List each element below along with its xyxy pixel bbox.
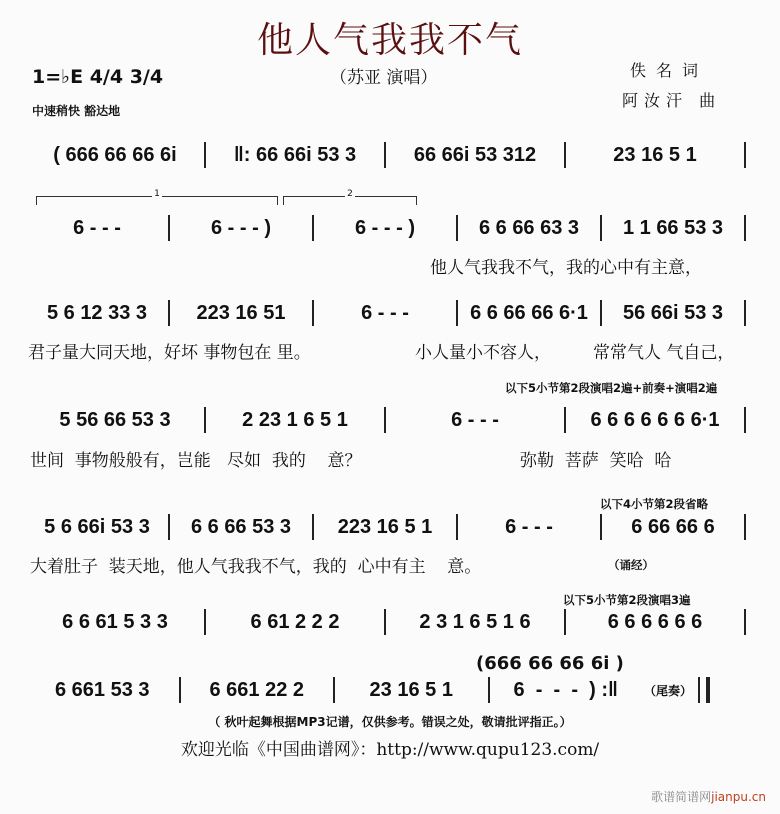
lyrics-line: 君子量大同天地，好坏 事物包在 里。 xyxy=(28,343,311,363)
barline xyxy=(312,215,314,241)
barline xyxy=(744,215,746,241)
barline xyxy=(744,514,746,540)
measure: 6 6 66 53 3 xyxy=(190,515,292,538)
lyrics-line: 世间 事物般般有，岂能 尽如 我的 意？ xyxy=(30,451,362,471)
staff-row xyxy=(30,406,750,434)
barline xyxy=(600,300,602,326)
measure: 66 66i 53 312 xyxy=(413,143,537,166)
volta-1: 1 xyxy=(36,196,278,205)
lyricist: 佚名词 xyxy=(630,61,709,80)
barline xyxy=(456,300,458,326)
lyrics-line: 弥勒 菩萨 笑哈 哈 xyxy=(520,451,672,471)
barline xyxy=(564,609,566,635)
barline xyxy=(168,215,170,241)
measure: 6 - - - xyxy=(505,515,553,538)
measure: 6 - - - ) xyxy=(211,216,271,239)
staff-row xyxy=(30,513,750,541)
barline xyxy=(744,407,746,433)
final-barline xyxy=(698,677,710,703)
measure: 1 1 66 53 3 xyxy=(622,216,724,239)
measure: 23 16 5 1 xyxy=(369,678,453,701)
lyrics-line: 大着肚子 装天地，他人气我我不气，我的 心中有主 意。 xyxy=(30,557,482,577)
measure: 6 661 53 3 xyxy=(54,678,150,701)
barline xyxy=(168,300,170,326)
intro-repeat: (666 66 66 6i ) xyxy=(476,653,624,674)
outro-label: （尾奏） xyxy=(644,683,693,698)
measure: 2 23 1 6 5 1 xyxy=(242,408,348,431)
song-title: 他人气我我不气 xyxy=(256,20,523,61)
performance-note: 以下5小节第2段演唱3遍 xyxy=(563,593,691,607)
site-link[interactable]: 欢迎光临《中国曲谱网》：http://www.qupu123.com/ xyxy=(180,740,600,760)
barline xyxy=(456,514,458,540)
barline xyxy=(488,677,490,703)
barline xyxy=(564,142,566,168)
composer: 阿汝汗 曲 xyxy=(622,91,722,110)
measure: 6 6 6 6 6 6 6·1 xyxy=(590,408,720,431)
singer: （苏亚 演唱） xyxy=(330,68,438,88)
barline xyxy=(564,407,566,433)
barline xyxy=(744,609,746,635)
measure: 223 16 51 xyxy=(196,301,286,324)
measure: 5 6 66i 53 3 xyxy=(44,515,150,538)
measure: 56 66i 53 3 xyxy=(622,301,724,324)
measure: 6 - - - xyxy=(451,408,499,431)
lyrics-line: 他人气我我不气，我的心中有主意， xyxy=(430,258,702,278)
staff-row xyxy=(30,676,710,704)
staff-row xyxy=(30,214,750,242)
chant-note: （诵经） xyxy=(608,558,654,572)
staff-row xyxy=(30,608,750,636)
measure: 5 56 66 53 3 xyxy=(59,408,171,431)
volta-2: 2 xyxy=(283,196,417,205)
barline xyxy=(600,514,602,540)
barline xyxy=(312,300,314,326)
measure: 2 3 1 6 5 1 6 xyxy=(419,610,531,633)
performance-note: 以下5小节第2段演唱2遍+前奏+演唱2遍 xyxy=(505,381,718,395)
barline xyxy=(204,609,206,635)
barline xyxy=(333,677,335,703)
barline xyxy=(384,407,386,433)
barline xyxy=(600,215,602,241)
transcription-note: （ 秋叶起舞根据MP3记谱，仅供参考。错误之处，敬请批评指正。） xyxy=(208,715,572,729)
barline xyxy=(744,142,746,168)
lyrics-line: 常常气人 气自己， xyxy=(593,343,735,363)
measure: 23 16 5 1 xyxy=(613,143,697,166)
barline xyxy=(204,407,206,433)
watermark: 歌谱简谱网jianpu.cn xyxy=(651,790,766,804)
tempo-marking: 中速稍快 豁达地 xyxy=(32,104,121,118)
measure: 6 6 66 66 6·1 xyxy=(470,301,588,324)
staff-row xyxy=(30,141,750,169)
barline xyxy=(204,142,206,168)
performance-note: 以下4小节第2段省略 xyxy=(600,497,709,511)
staff-row xyxy=(30,299,750,327)
measure: 6 - - - xyxy=(73,216,121,239)
measure: 6 661 22 2 xyxy=(209,678,305,701)
barline xyxy=(179,677,181,703)
measure: 6 - - - xyxy=(361,301,409,324)
measure: 6 6 61 5 3 3 xyxy=(62,610,168,633)
barline xyxy=(312,514,314,540)
measure: 6 66 66 6 xyxy=(631,515,715,538)
measure: 6 6 66 63 3 xyxy=(478,216,580,239)
measure: ‖: 66 66i 53 3 xyxy=(233,143,357,166)
measure: 6 - - - ) xyxy=(355,216,415,239)
measure: 5 6 12 33 3 xyxy=(46,301,148,324)
key-signature: 1=♭E 4/4 3/4 xyxy=(32,66,164,88)
lyrics-line: 小人量小不容人， xyxy=(415,343,551,363)
barline xyxy=(456,215,458,241)
measure: 6 61 2 2 2 xyxy=(250,610,340,633)
barline xyxy=(168,514,170,540)
barline xyxy=(384,142,386,168)
barline xyxy=(384,609,386,635)
measure: 6 - - - ) :‖ xyxy=(513,678,618,701)
measure: ( 666 66 66 6i xyxy=(53,143,177,166)
measure: 223 16 5 1 xyxy=(337,515,433,538)
barline xyxy=(744,300,746,326)
measure: 6 6 6 6 6 6 xyxy=(607,610,703,633)
